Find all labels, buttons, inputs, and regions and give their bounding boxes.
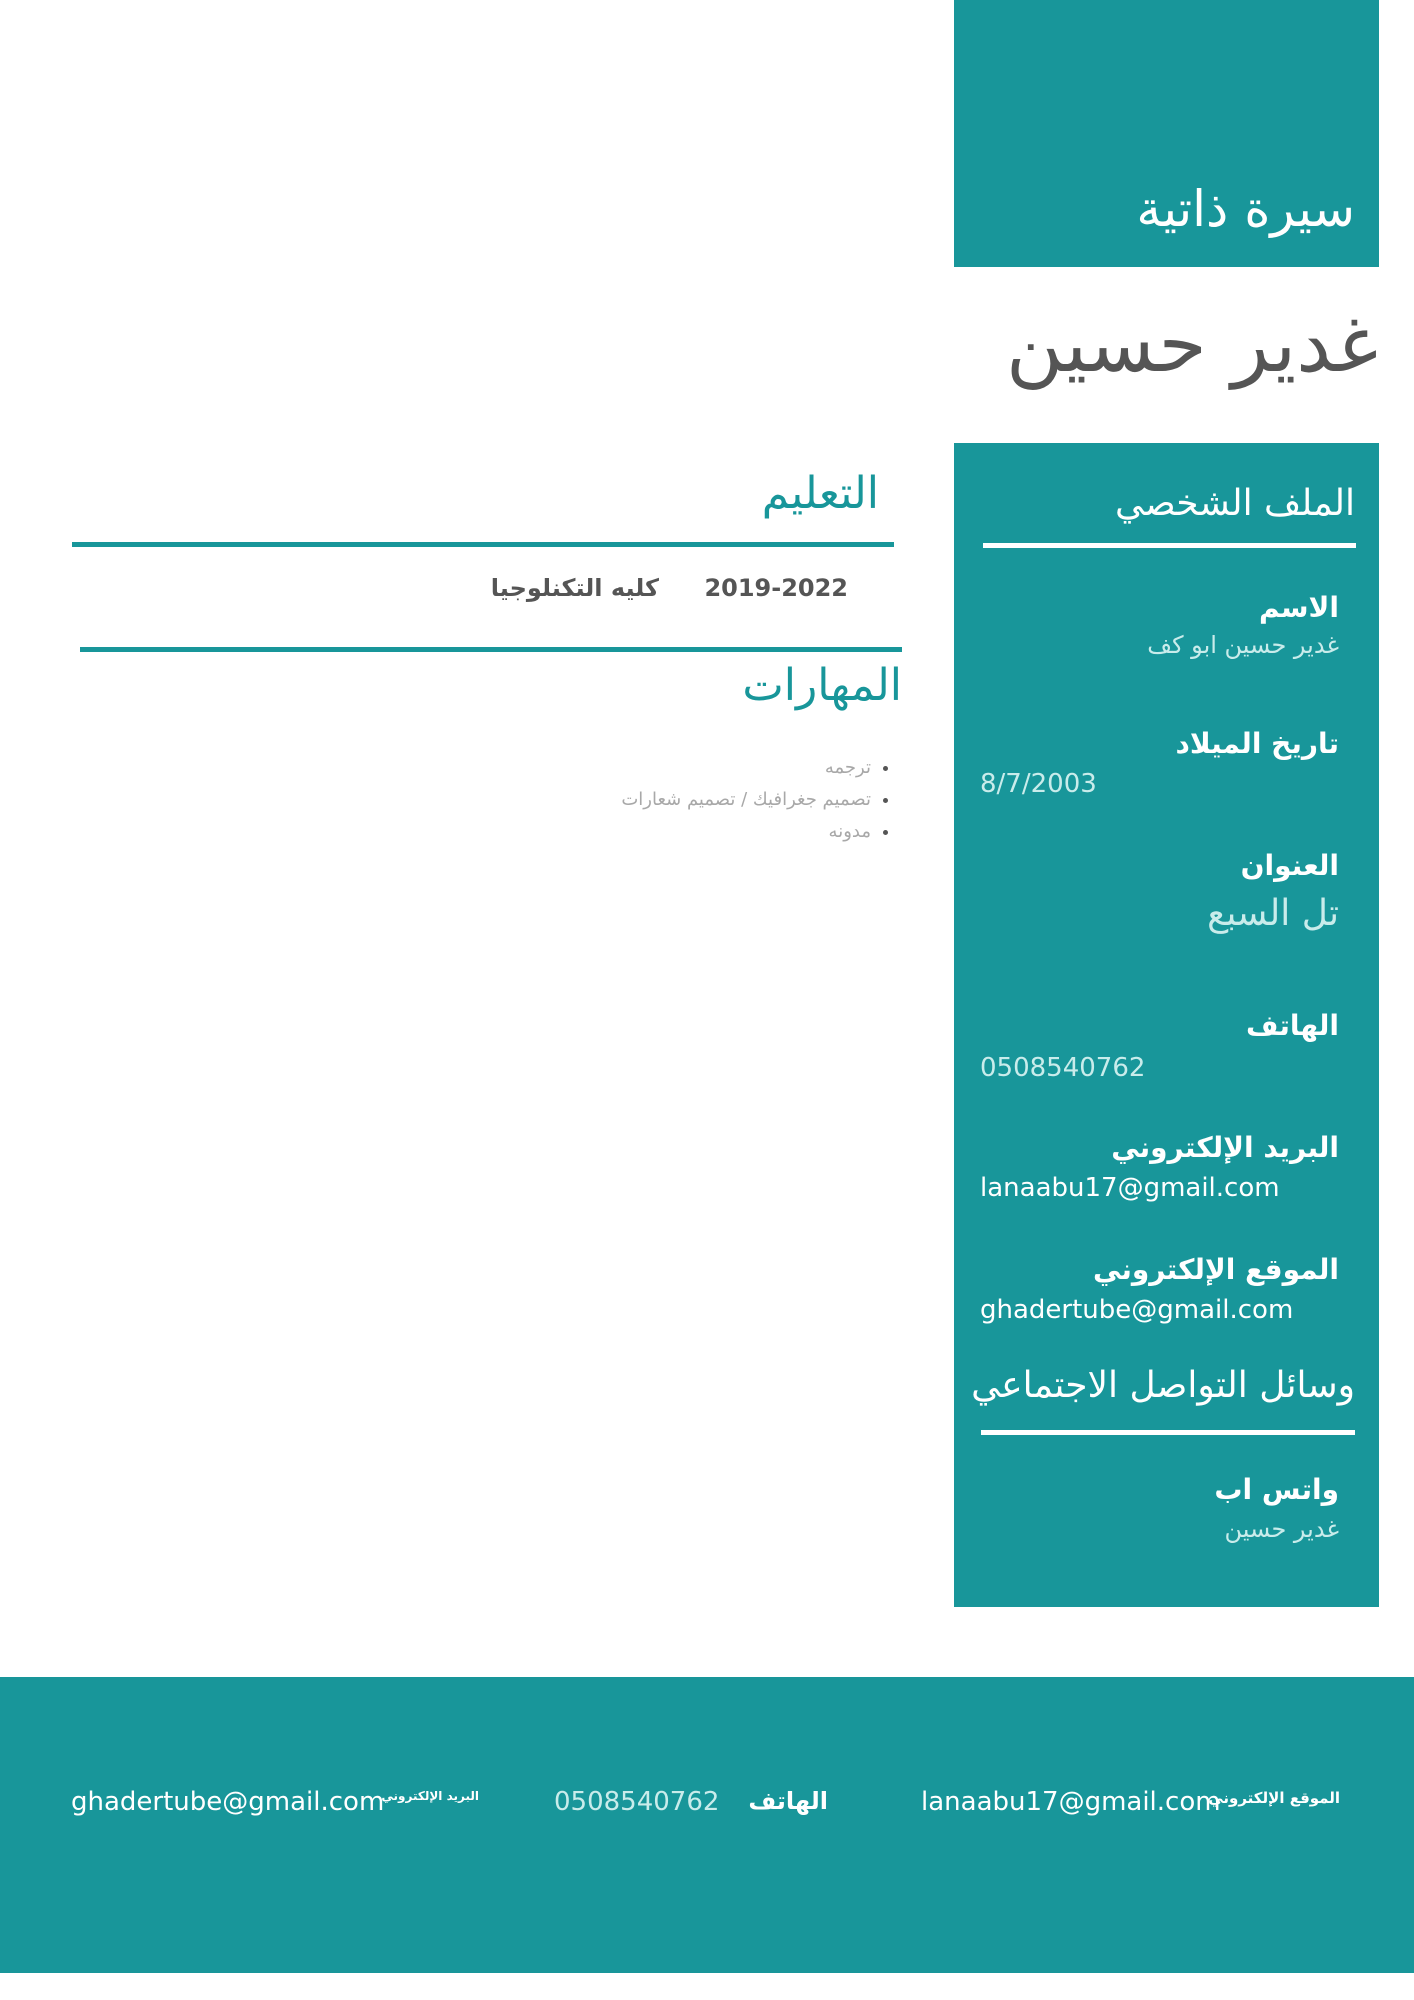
name-value: غدير حسين ابو كف [1147, 631, 1339, 659]
whatsapp-label: واتس اب [1214, 1473, 1339, 1506]
footer-email-value[interactable]: ghadertube@gmail.com [71, 1787, 385, 1817]
footer-email-label: البريد الإلكتروني [381, 1789, 479, 1803]
footer-website-label: الموقع الإلكتروني [1208, 1789, 1340, 1807]
phone-label: الهاتف [1246, 1009, 1339, 1042]
email-value[interactable]: lanaabu17@gmail.com [980, 1173, 1280, 1203]
footer-phone-value: 0508540762 [554, 1787, 720, 1817]
birth-date-value: 8/7/2003 [980, 769, 1097, 799]
address-label: العنوان [1240, 849, 1339, 882]
skills-heading: المهارات [742, 660, 902, 711]
education-heading: التعليم [761, 468, 879, 519]
contact-footer [0, 1677, 1414, 1973]
skill-item: • مدونه [451, 816, 871, 848]
education-years: 2019-2022 [704, 574, 848, 602]
document-title: سيرة ذاتية [1136, 180, 1355, 238]
whatsapp-value: غدير حسين [1224, 1515, 1339, 1543]
website-label: الموقع الإلكتروني [1093, 1253, 1339, 1286]
skills-divider [80, 647, 902, 652]
email-label: البريد الإلكتروني [1111, 1131, 1339, 1164]
website-value[interactable]: ghadertube@gmail.com [980, 1295, 1294, 1325]
profile-heading: الملف الشخصي [1115, 483, 1355, 524]
address-value: تل السبع [1207, 893, 1339, 934]
footer-phone-label: الهاتف [748, 1787, 828, 1815]
profile-divider [983, 543, 1356, 548]
name-label: الاسم [1259, 591, 1339, 624]
education-institution: كليه التكنلوجيا [490, 574, 659, 602]
footer-website-value[interactable]: lanaabu17@gmail.com [921, 1787, 1221, 1817]
education-divider [72, 542, 894, 547]
birth-date-label: تاريخ الميلاد [1175, 727, 1339, 760]
person-name: غدير حسين [1006, 300, 1378, 390]
profile-sidebar [954, 443, 1379, 1607]
social-divider [981, 1430, 1355, 1435]
skills-list [451, 752, 905, 848]
title-banner [954, 0, 1379, 267]
skill-item: • ترجمه [451, 752, 871, 784]
social-heading: وسائل التواصل الاجتماعي [971, 1365, 1355, 1406]
skill-item: • تصميم جغرافيك / تصميم شعارات [451, 784, 871, 816]
phone-value: 0508540762 [980, 1053, 1146, 1083]
